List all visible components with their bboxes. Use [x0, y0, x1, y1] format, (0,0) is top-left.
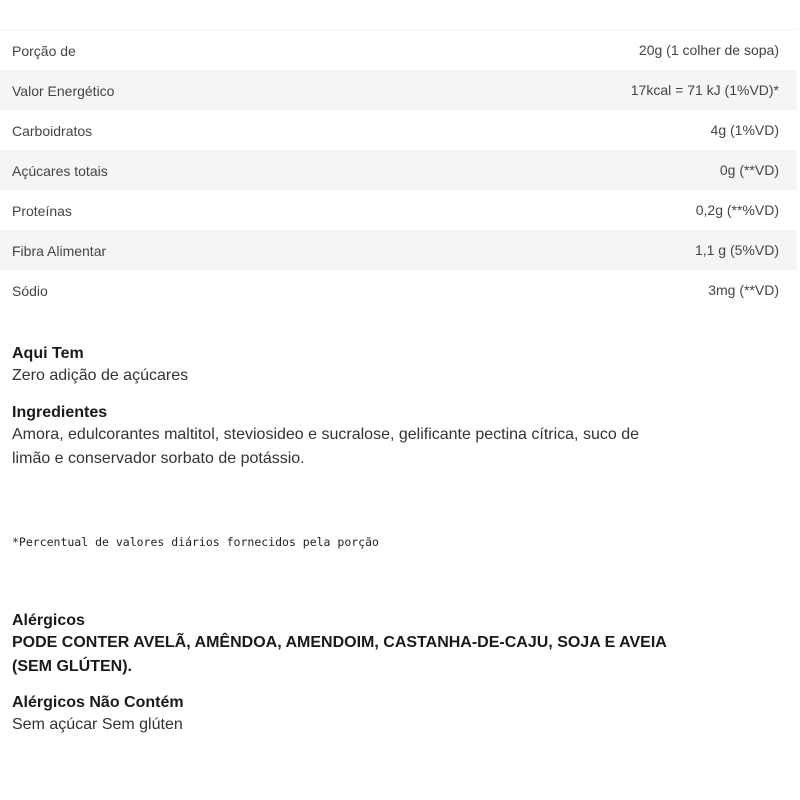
nutrition-row: [0, 230, 797, 270]
nutrient-label: Porção de: [12, 43, 76, 59]
alergicos-line-1: PODE CONTER AVELÃ, AMÊNDOA, AMENDOIM, CASTANHA-DE-CAJU, SOJA E AVEIA: [12, 634, 667, 651]
alergicos-line-2: (SEM GLÚTEN).: [12, 658, 132, 675]
alergicos-section: [12, 611, 792, 679]
nutrition-row: [0, 30, 797, 70]
aqui-tem-section: [12, 344, 792, 388]
daily-value-footnote: *Percentual de valores diários fornecidos pela porção: [12, 535, 379, 549]
aqui-tem-text: Zero adição de açúcares: [12, 367, 189, 384]
nutrient-value: 17kcal = 71 kJ (1%VD)*: [630, 82, 779, 98]
nutrient-label: Carboidratos: [12, 123, 93, 139]
ingredientes-line-1: Amora, edulcorantes maltitol, steviosideo e sucralose, gelificante pectina cítrica, suco de: [12, 426, 639, 443]
nutrient-label: Valor Energético: [12, 83, 115, 99]
nutrient-label: Açúcares totais: [12, 163, 108, 179]
nutrition-row: [0, 70, 797, 110]
nutrition-row: [0, 190, 797, 230]
nutrient-value: 1,1 g (5%VD): [694, 242, 779, 258]
nutrient-value: 3mg (**VD): [708, 282, 779, 298]
nutrient-value: 0g (**VD): [719, 162, 779, 178]
alergicos-nao-contem-title: Alérgicos Não Contém: [12, 694, 184, 711]
nutrition-row: [0, 110, 797, 150]
nutrition-table: [0, 29, 797, 310]
ingredientes-line-2: limão e conservador sorbato de potássio.: [12, 450, 305, 467]
alergicos-nao-contem-text: Sem açúcar Sem glúten: [12, 716, 183, 733]
aqui-tem-title: Aqui Tem: [12, 345, 84, 362]
ingredientes-section: [12, 403, 792, 471]
nutrient-value: 0,2g (**%VD): [695, 202, 779, 218]
nutrition-row: [0, 270, 797, 310]
nutrition-row: [0, 150, 797, 190]
nutrient-label: Fibra Alimentar: [12, 243, 107, 259]
nutrient-label: Sódio: [12, 283, 48, 299]
nutrient-label: Proteínas: [12, 203, 72, 219]
nutrient-value: 4g (1%VD): [710, 122, 779, 138]
ingredientes-title: Ingredientes: [12, 404, 108, 421]
nutrient-value: 20g (1 colher de sopa): [638, 42, 779, 58]
alergicos-title: Alérgicos: [12, 612, 85, 629]
alergicos-nao-contem-section: [12, 693, 792, 737]
